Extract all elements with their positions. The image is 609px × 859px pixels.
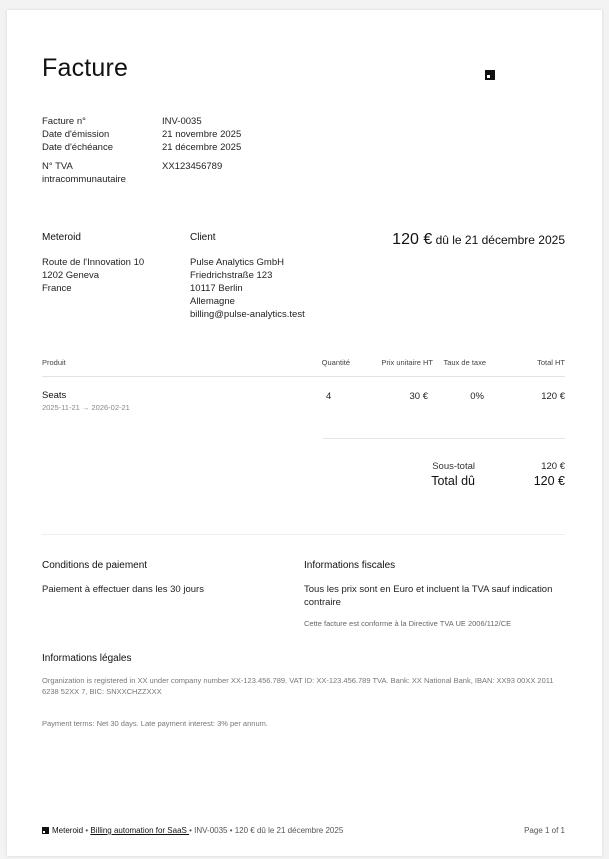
col-header-tax-rate: Taux de taxe: [443, 358, 486, 367]
footer-brand: Meteroid: [52, 826, 84, 835]
row-product: Seats: [42, 390, 67, 401]
client-address-line: Pulse Analytics GmbH: [190, 257, 284, 268]
seller-name: Meteroid: [42, 232, 81, 243]
seller-address-line: Route de l'Innovation 10: [42, 257, 145, 268]
client-address-line: Friedrichstraße 123: [190, 270, 273, 281]
totals-divider: [323, 438, 565, 439]
seller-address: [42, 256, 144, 295]
row-quantity: 4: [326, 391, 332, 402]
fiscal-text-line-1: Tous les prix sont en Euro et incluent la TVA sauf indication: [304, 584, 553, 595]
subtotal-label: Sous-total: [432, 461, 475, 472]
vat-label-line-2: intracommunautaire: [42, 174, 126, 185]
vat-label-line-1: N° TVA: [42, 161, 73, 172]
subtotal-value: 120 €: [541, 461, 565, 472]
page-title: Facture: [42, 54, 129, 82]
amount-due-date: dû le 21 décembre 2025: [435, 233, 565, 247]
due-date-value: 21 décembre 2025: [162, 142, 242, 153]
footer-invoice-summary: • INV-0035 • 120 € dû le 21 décembre 2025: [189, 826, 344, 835]
invoice-number-value: INV-0035: [162, 116, 202, 127]
legal-info-heading: Informations légales: [42, 653, 132, 664]
invoice-number-label: Facture n°: [42, 116, 86, 127]
footer-link[interactable]: Billing automation for SaaS: [90, 826, 190, 835]
footer-logo-icon: [42, 827, 49, 834]
fiscal-directive-note: Cette facture est conforme à la Directive TVA UE 2006/112/CE: [304, 619, 512, 628]
invoice-page: [7, 10, 602, 856]
due-date-label: Date d'échéance: [42, 142, 114, 153]
client-address-line: 10117 Berlin: [190, 283, 243, 294]
table-header-divider: [42, 376, 565, 377]
row-total: 120 €: [541, 391, 565, 402]
amount-due-value: 120 €: [392, 231, 433, 248]
row-period: 2025-11-21 → 2026-02-21: [42, 403, 130, 412]
payment-terms-note: Payment terms: Net 30 days. Late payment interest: 3% per annum.: [42, 719, 268, 728]
vat-number-value: XX123456789: [162, 161, 223, 172]
col-header-unit-price: Prix unitaire HT: [381, 358, 433, 367]
client-email: billing@pulse-analytics.test: [190, 309, 305, 320]
payment-terms-text: Paiement à effectuer dans les 30 jours: [42, 584, 204, 595]
client-address-line: Allemagne: [190, 296, 235, 307]
fiscal-info-text: [304, 583, 552, 609]
seller-address-line: France: [42, 283, 72, 294]
page-number: Page 1 of 1: [524, 826, 565, 835]
issue-date-label: Date d'émission: [42, 129, 110, 140]
company-logo-icon: [485, 70, 495, 80]
client-heading: Client: [190, 232, 216, 243]
fiscal-info-heading: Informations fiscales: [304, 560, 396, 571]
amount-due-summary: [392, 231, 565, 249]
col-header-quantity: Quantité: [321, 358, 350, 367]
section-divider: [42, 534, 565, 535]
fiscal-text-line-2: contraire: [304, 597, 341, 608]
row-unit-price: 30 €: [409, 391, 428, 402]
col-header-product: Produit: [42, 358, 66, 367]
seller-address-line: 1202 Geneva: [42, 270, 100, 281]
total-due-label: Total dû: [431, 474, 475, 488]
footer-separator: •: [83, 826, 91, 835]
issue-date-value: 21 novembre 2025: [162, 129, 242, 140]
total-due-value: 120 €: [533, 474, 565, 488]
col-header-total: Total HT: [537, 358, 565, 367]
client-address: [190, 256, 305, 321]
vat-number-label: [42, 160, 126, 186]
legal-info-text: Organization is registered in XX under company number XX-123.456.789. VAT ID: XX-123.456.789 TVA. Bank: XX National Bank, IBAN: XX93 00XX 2011 6238 52XX 7, BIC: SNXXCHZZXXX: [42, 676, 554, 696]
row-tax-rate: 0%: [470, 391, 484, 402]
payment-terms-heading: Conditions de paiement: [42, 560, 148, 571]
footer-info: [42, 826, 343, 835]
